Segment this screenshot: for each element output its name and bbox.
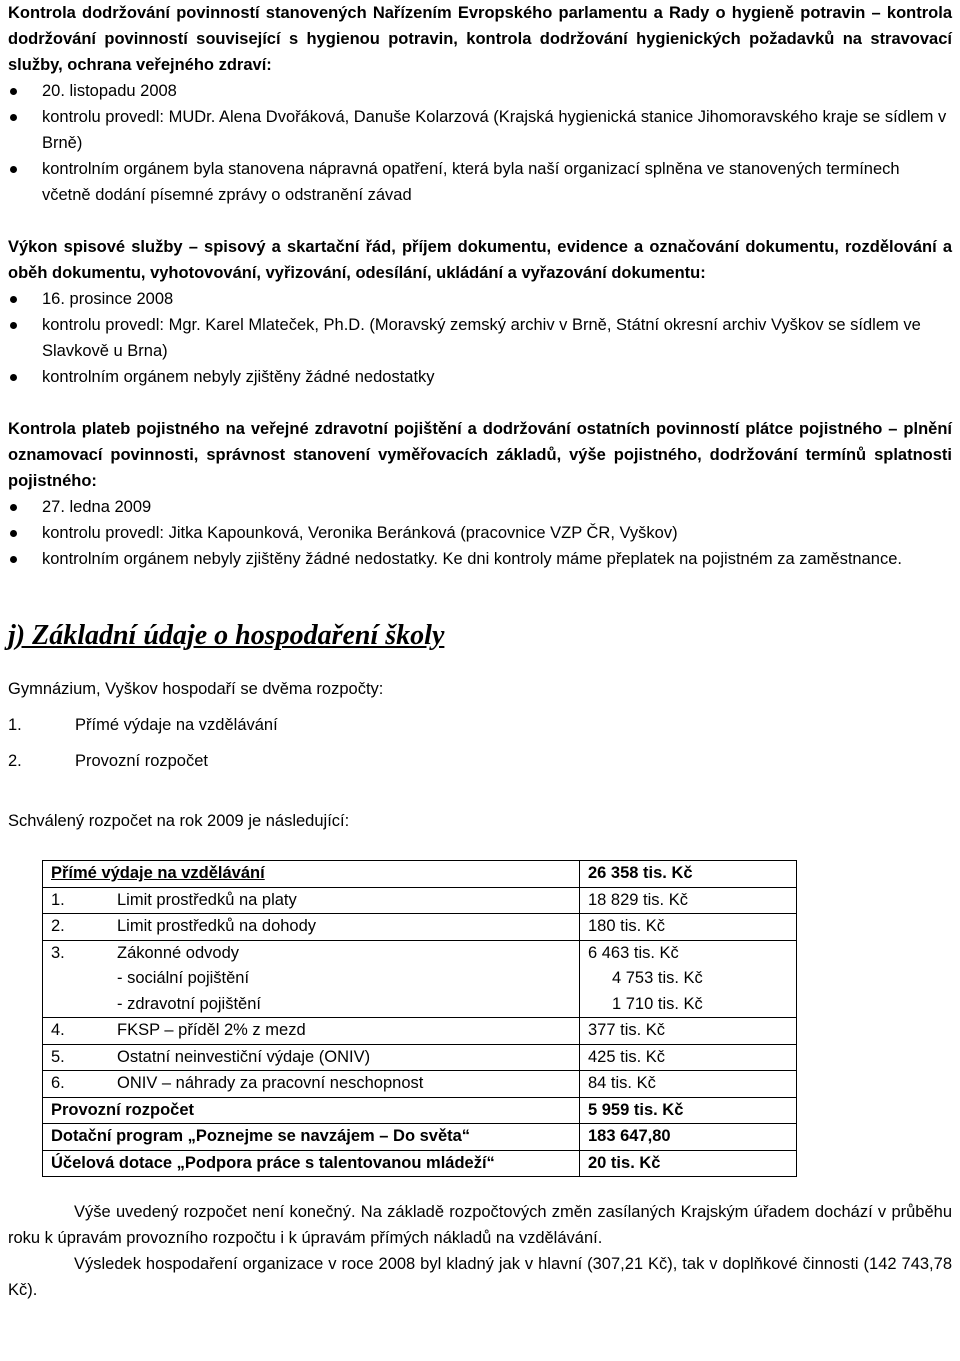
row-value: 6 463 tis. Kč [588, 943, 679, 962]
table-row [43, 1018, 797, 1045]
table-cell-label [43, 1044, 580, 1071]
table-cell-label [43, 887, 580, 914]
table-cell-value: 180 tis. Kč [580, 914, 797, 941]
table-cell-value: 425 tis. Kč [580, 1044, 797, 1071]
table-cell-value: 377 tis. Kč [580, 1018, 797, 1045]
list-item: kontrolu provedl: Jitka Kapounková, Veronika Beránková (pracovnice VZP ČR, Vyškov) [8, 520, 952, 546]
table-row [43, 1124, 797, 1151]
notes [8, 1199, 952, 1303]
row-label: FKSP – příděl 2% z mezd [117, 1021, 306, 1039]
table-cell-label [43, 1071, 580, 1098]
list-item: kontrolním orgánem byla stanovena nápravná opatření, která byla naší organizací splněna ve stanovených termínech včetně dodání písemné zprávy o odstranění závad [8, 156, 952, 208]
row-number: 6. [51, 1074, 65, 1092]
table-cell-value: 26 358 tis. Kč [580, 861, 797, 888]
table-cell-value: 84 tis. Kč [580, 1071, 797, 1098]
budget-item-number: 2. [8, 752, 22, 770]
list-item: kontrolu provedl: MUDr. Alena Dvořáková, Danuše Kolarzová (Krajská hygienická stanice Jihomoravského kraje se sídlem v Brně) [8, 104, 952, 156]
document-page [8, 0, 952, 1303]
section-title: Kontrola plateb pojistného na veřejné zdravotní pojištění a dodržování ostatních povinností plátce pojistného – plnění oznamovací povinnosti, správnost stanovení vyměřovacích základů, výše pojistného, dodržování termínů splatnosti pojistného: [8, 420, 952, 490]
bullet-list [8, 286, 952, 390]
table-row [43, 1097, 797, 1124]
bullet-list [8, 78, 952, 208]
row-number: 5. [51, 1047, 65, 1066]
approved-budget-intro: Schválený rozpočet na rok 2009 je následující: [8, 812, 350, 830]
table-row [43, 914, 797, 941]
budget-item-label: Provozní rozpočet [75, 752, 208, 770]
table-cell-label [43, 914, 580, 941]
table-row [43, 1044, 797, 1071]
table-cell-value: 5 959 tis. Kč [580, 1097, 797, 1124]
section-records [8, 234, 952, 390]
row-label: Ostatní neinvestiční výdaje (ONIV) [117, 1047, 371, 1066]
section-hygiene [8, 0, 952, 208]
table-cell-label: Provozní rozpočet [43, 1097, 580, 1124]
row-label: ONIV – náhrady za pracovní neschopnost [117, 1074, 424, 1092]
sub-row-value: 1 710 tis. Kč [612, 994, 703, 1013]
table-cell-label [43, 940, 580, 1018]
bullet-list [8, 494, 952, 572]
row-number: 4. [51, 1021, 65, 1039]
sub-row-label: - zdravotní pojištění [117, 994, 261, 1013]
section-title: Kontrola dodržování povinností stanovených Nařízením Evropského parlamentu a Rady o hygieně potravin – kontrola dodržování povinností související s hygienou potravin, kontrola dodržování hygienických požadavků na stravovací služby, ochrana veřejného zdraví: [8, 4, 952, 74]
table-cell-value: 183 647,80 [580, 1124, 797, 1151]
table-cell-label: Dotační program „Poznejme se navzájem – Do světa“ [43, 1124, 580, 1151]
list-item: 16. prosince 2008 [8, 286, 952, 312]
table-row [43, 1150, 797, 1177]
section-insurance [8, 416, 952, 572]
row-number: 2. [51, 917, 65, 935]
table-cell-value: 20 tis. Kč [580, 1150, 797, 1177]
table-row [43, 861, 797, 888]
budget-item-label: Přímé výdaje na vzdělávání [75, 716, 278, 734]
sub-row-label: - sociální pojištění [117, 969, 250, 987]
table-cell-label [43, 1018, 580, 1045]
table-row [43, 1071, 797, 1098]
budget-intro: Gymnázium, Vyškov hospodaří se dvěma rozpočty: [8, 680, 384, 698]
row-number: 1. [51, 890, 65, 909]
budget-item [8, 748, 952, 774]
note-paragraph: Výše uvedený rozpočet není konečný. Na základě rozpočtových změn zasílaných Krajským úřadem dochází v průběhu roku k úpravám provozního rozpočtu i k úpravám přímých nákladů na vzdělávání. [8, 1203, 952, 1247]
table-row [43, 940, 797, 1018]
table-cell-label: Přímé výdaje na vzdělávání [43, 861, 580, 888]
row-label: Zákonné odvody [117, 943, 240, 962]
note-paragraph: Výsledek hospodaření organizace v roce 2008 byl kladný jak v hlavní (307,21 Kč), tak v doplňkové činnosti (142 743,78 Kč). [8, 1255, 952, 1299]
row-number: 3. [51, 943, 65, 962]
budget-item-number: 1. [8, 716, 22, 734]
list-item: kontrolním orgánem nebyly zjištěny žádné nedostatky [8, 364, 952, 390]
table-row [43, 887, 797, 914]
row-label: Limit prostředků na dohody [117, 917, 317, 935]
list-item: kontrolním orgánem nebyly zjištěny žádné nedostatky. Ke dni kontroly máme přeplatek na pojistném za zaměstnance. [8, 546, 952, 572]
list-item: 27. ledna 2009 [8, 494, 952, 520]
section-title: Výkon spisové služby – spisový a skartační řád, příjem dokumentu, evidence a označování dokumentu, rozdělování a oběh dokumentu, vyhotovování, vyřizování, odesílání, ukládání a vyřazování dokumentu: [8, 238, 952, 282]
table-cell-label: Účelová dotace „Podpora práce s talentovanou mládeží“ [43, 1150, 580, 1177]
table-cell-value: 18 829 tis. Kč [580, 887, 797, 914]
table-cell-value [580, 940, 797, 1018]
budget-table [42, 860, 797, 1177]
row-label: Limit prostředků na platy [117, 890, 297, 909]
budget-item [8, 712, 952, 738]
list-item: 20. listopadu 2008 [8, 78, 952, 104]
sub-row-value: 4 753 tis. Kč [612, 969, 703, 987]
chapter-heading: j) Základní údaje o hospodaření školy [8, 620, 445, 651]
list-item: kontrolu provedl: Mgr. Karel Mlateček, Ph.D. (Moravský zemský archiv v Brně, Státní okresní archiv Vyškov se sídlem ve Slavkově u Brna) [8, 312, 952, 364]
